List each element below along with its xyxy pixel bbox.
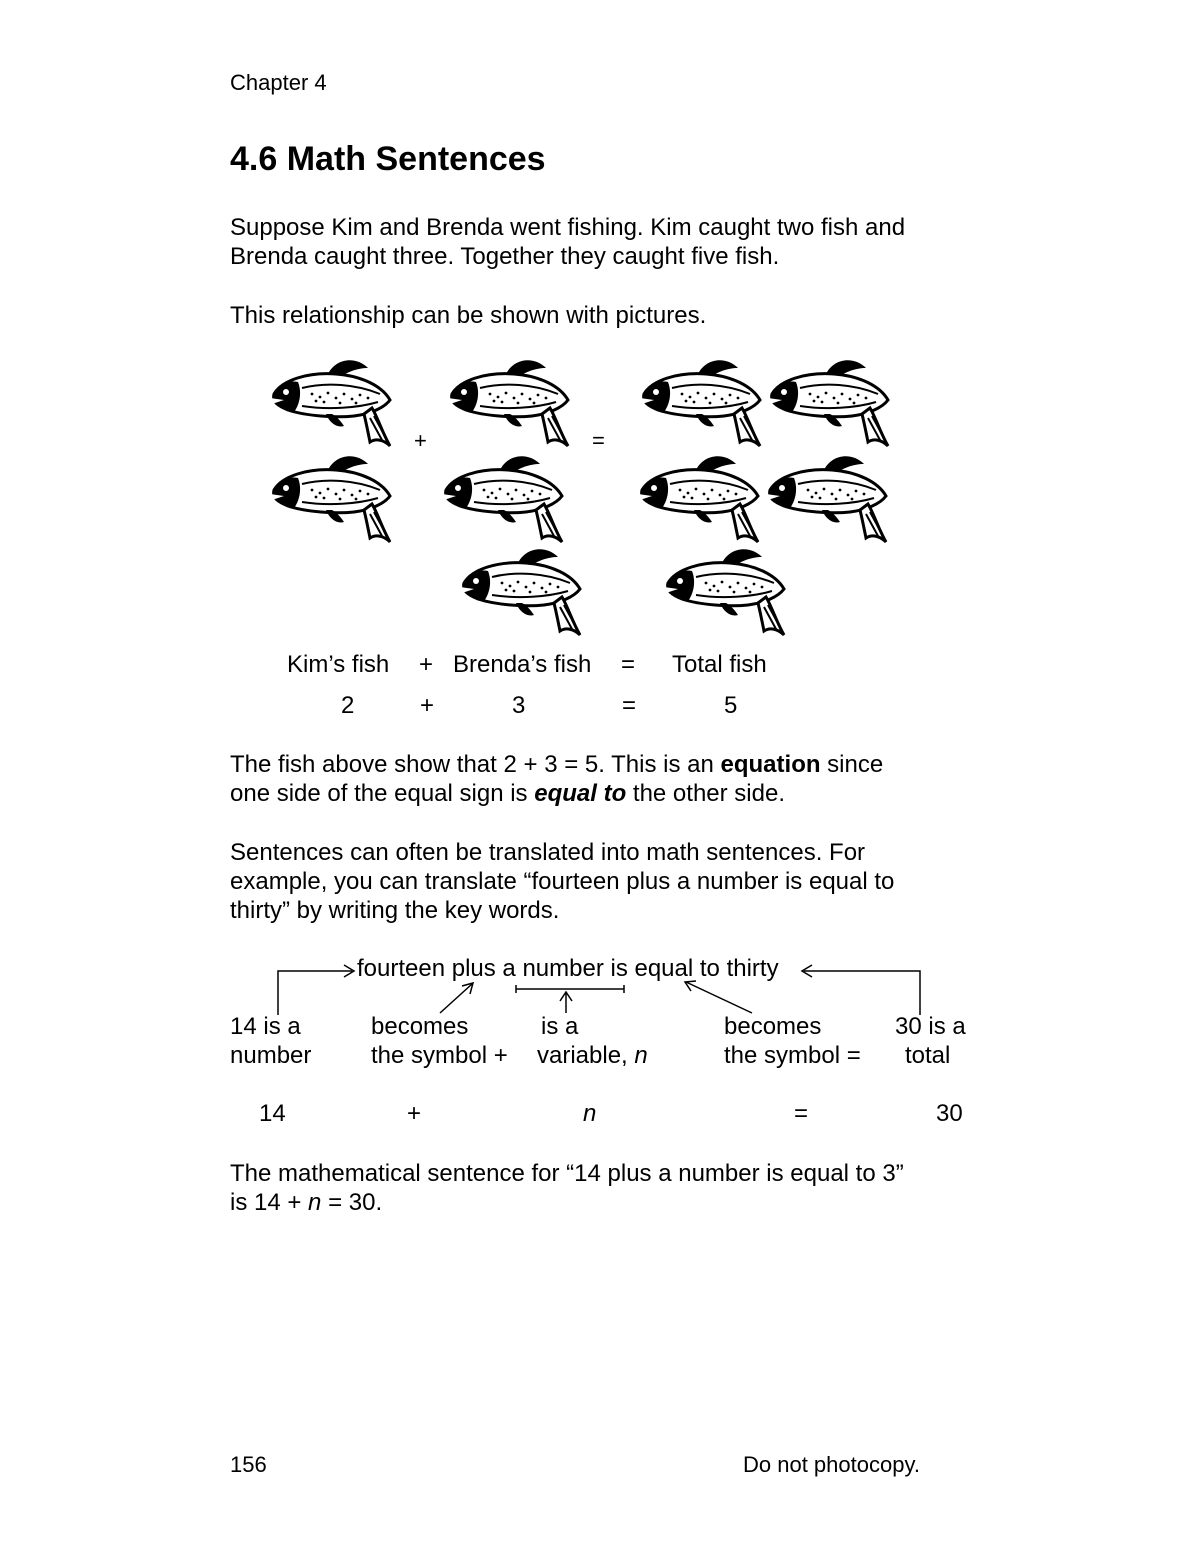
translate-line-1: Sentences can often be translated into math sentences. For [230,839,866,866]
chapter-header: Chapter 4 [230,70,327,95]
col-equals-line-2: the symbol = [724,1042,861,1069]
col-30-line-1: 30 is a [895,1013,966,1040]
eq-equals: = [794,1100,809,1127]
plus-number: + [420,692,435,719]
equals-label: = [621,651,636,678]
eq-30: 30 [936,1100,963,1127]
section-title: 4.6 Math Sentences [230,140,546,178]
page-number: 156 [230,1452,267,1477]
kims-fish-label: Kim’s fish [287,651,390,678]
text-run: = 30. [321,1189,383,1216]
col-n-line-2 [537,1042,648,1070]
term-equal-to: equal to [534,780,627,807]
intro-line-2: Brenda caught three. Together they caught five fish. [230,243,780,270]
col-14-line-2: number [230,1042,312,1069]
plus-sign: + [414,428,427,453]
pictures-line: This relationship can be shown with pictures. [230,302,707,329]
equals-sign: = [592,428,605,453]
text-run: the other side. [626,780,785,807]
col-14-line-1: 14 is a [230,1013,301,1040]
col-plus-line-2: the symbol + [371,1042,508,1069]
copyright-notice: Do not photocopy. [743,1452,920,1477]
text-run: variable, [537,1042,635,1069]
eq-plus: + [407,1100,422,1127]
conclusion-line-2 [230,1188,904,1217]
conclusion-line-1: The mathematical sentence for “14 plus a number is equal to 3” [230,1160,904,1187]
translate-line-3: thirty” by writing the key words. [230,897,560,924]
diagram-sentence: fourteen plus a number is equal to thirty [357,955,779,982]
text-run: is 14 + [230,1189,309,1216]
equals-number: = [622,692,637,719]
eq-14: 14 [259,1100,286,1127]
term-equation: equation [720,751,821,778]
intro-line-1: Suppose Kim and Brenda went fishing. Kim caught two fish and [230,214,906,241]
brenda-number: 3 [512,692,526,719]
total-fish-label: Total fish [672,651,767,678]
col-30-line-2: total [905,1042,951,1069]
col-equals-line-1: becomes [724,1013,822,1040]
plus-label: + [419,651,434,678]
conclusion-paragraph [230,1159,904,1217]
col-plus-line-1: becomes [371,1013,469,1040]
text-run: one side of the equal sign is [230,780,535,807]
variable-n: n [308,1189,322,1216]
text-run: The fish above show that 2 + 3 = 5. This is an [230,751,721,778]
text-run: since [820,751,884,778]
brendas-fish-label: Brenda’s fish [453,651,592,678]
translate-line-2: example, you can translate “fourteen plus a number is equal to [230,868,895,895]
col-n-line-1: is a [541,1013,579,1040]
eq-n: n [583,1100,597,1127]
total-number: 5 [724,692,738,719]
kim-number: 2 [341,692,355,719]
variable-n: n [634,1042,648,1069]
